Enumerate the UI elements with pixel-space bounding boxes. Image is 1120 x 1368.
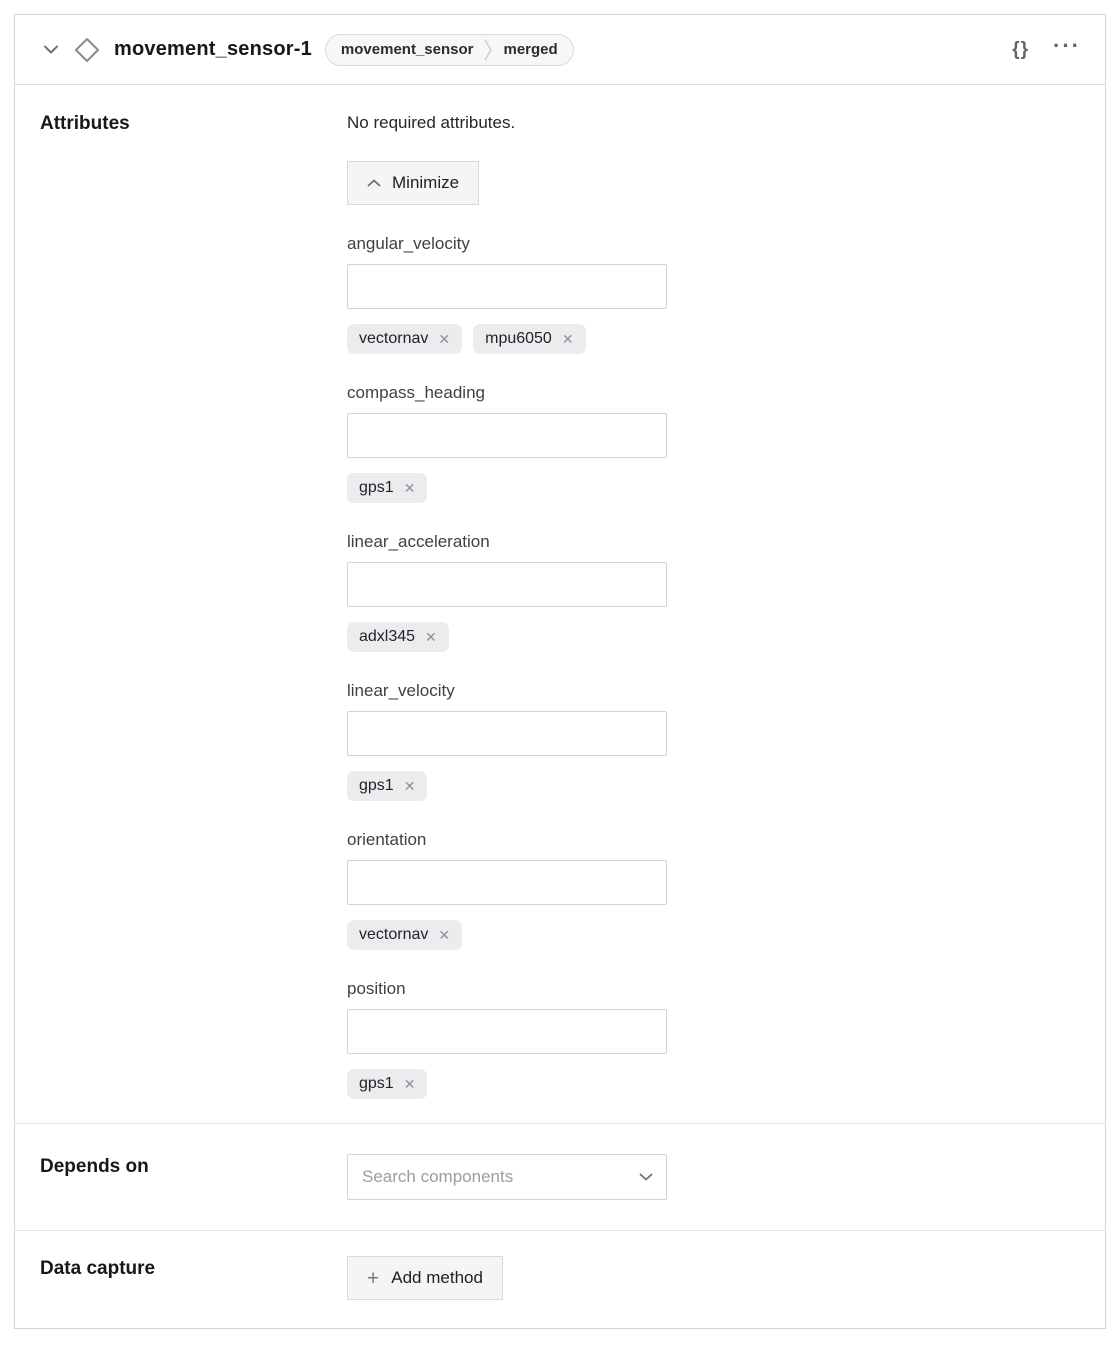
attribute-field-label: position [347,979,406,998]
depends-on-section-label: Depends on [40,1156,149,1177]
depends-on-section [15,1123,1105,1230]
json-mode-icon[interactable]: {} [1012,38,1030,60]
tag-chip-label: gps1 [359,777,394,794]
remove-tag-icon[interactable]: ✕ [403,1076,416,1092]
tag-chip [347,920,462,950]
badge-separator-chevron-icon [484,39,492,61]
tag-chip [347,771,427,801]
tag-chip-label: adxl345 [359,628,416,645]
tag-chip [347,622,449,652]
add-method-button[interactable] [347,1256,503,1300]
tag-chip [347,324,462,354]
component-type-badge: movement_sensor [340,41,474,58]
chevron-down-icon [639,1173,653,1181]
attribute-field [347,979,1080,1099]
position-input[interactable] [347,1009,667,1054]
depends-on-content [347,1154,1080,1200]
attribute-field-label: angular_velocity [347,234,470,253]
attribute-field-label: linear_velocity [347,681,455,700]
tag-list [347,920,1080,950]
attribute-field-label: orientation [347,830,427,849]
search-components-select[interactable] [347,1154,667,1200]
component-diamond-icon [73,36,101,64]
remove-tag-icon[interactable]: ✕ [438,331,451,347]
remove-tag-icon[interactable]: ✕ [438,927,451,943]
tag-chip-label: vectornav [359,926,429,943]
attribute-field-label: compass_heading [347,383,485,402]
tag-chip [347,1069,427,1099]
tag-chip [347,473,427,503]
attribute-field [347,234,1080,354]
data-capture-section-label: Data capture [40,1258,156,1279]
attribute-field [347,681,1080,801]
attributes-section [15,85,1105,1123]
angular-velocity-input[interactable] [347,264,667,309]
tag-chip-label: gps1 [359,1075,394,1092]
linear-velocity-input[interactable] [347,711,667,756]
data-capture-content [347,1256,1080,1300]
tag-list [347,622,1080,652]
linear-acceleration-input[interactable] [347,562,667,607]
minimize-button[interactable] [347,161,479,205]
tag-list [347,1069,1080,1099]
collapse-chevron-icon[interactable] [39,41,63,58]
tag-list [347,771,1080,801]
component-model-badge: merged [503,41,558,58]
tag-chip-label: vectornav [359,330,429,347]
tag-chip-label: gps1 [359,479,394,496]
no-required-attributes-text: No required attributes. [347,113,516,132]
attribute-field-label: linear_acceleration [347,532,490,551]
attribute-field [347,532,1080,652]
more-options-icon[interactable]: ··· [1053,32,1081,58]
attribute-field [347,830,1080,950]
tag-chip [473,324,585,354]
plus-icon: + [367,1266,380,1290]
data-capture-section [15,1230,1105,1328]
add-method-button-label: Add method [391,1268,483,1287]
remove-tag-icon[interactable]: ✕ [403,480,416,496]
tag-list [347,324,1080,354]
remove-tag-icon[interactable]: ✕ [561,331,574,347]
tag-list [347,473,1080,503]
component-name: movement_sensor-1 [114,38,312,60]
chevron-up-icon [367,179,381,187]
component-card [14,14,1106,1329]
remove-tag-icon[interactable]: ✕ [425,629,437,645]
header-actions [1012,32,1081,61]
compass-heading-input[interactable] [347,413,667,458]
remove-tag-icon[interactable]: ✕ [403,778,416,794]
attribute-field [347,383,1080,503]
minimize-button-label: Minimize [392,173,460,192]
attributes-section-label: Attributes [40,113,130,134]
component-card-header [15,15,1105,85]
orientation-input[interactable] [347,860,667,905]
search-components-input[interactable] [362,1167,631,1187]
tag-chip-label: mpu6050 [485,330,552,347]
attributes-content [347,111,1080,1099]
component-type-model-badge [325,34,574,66]
